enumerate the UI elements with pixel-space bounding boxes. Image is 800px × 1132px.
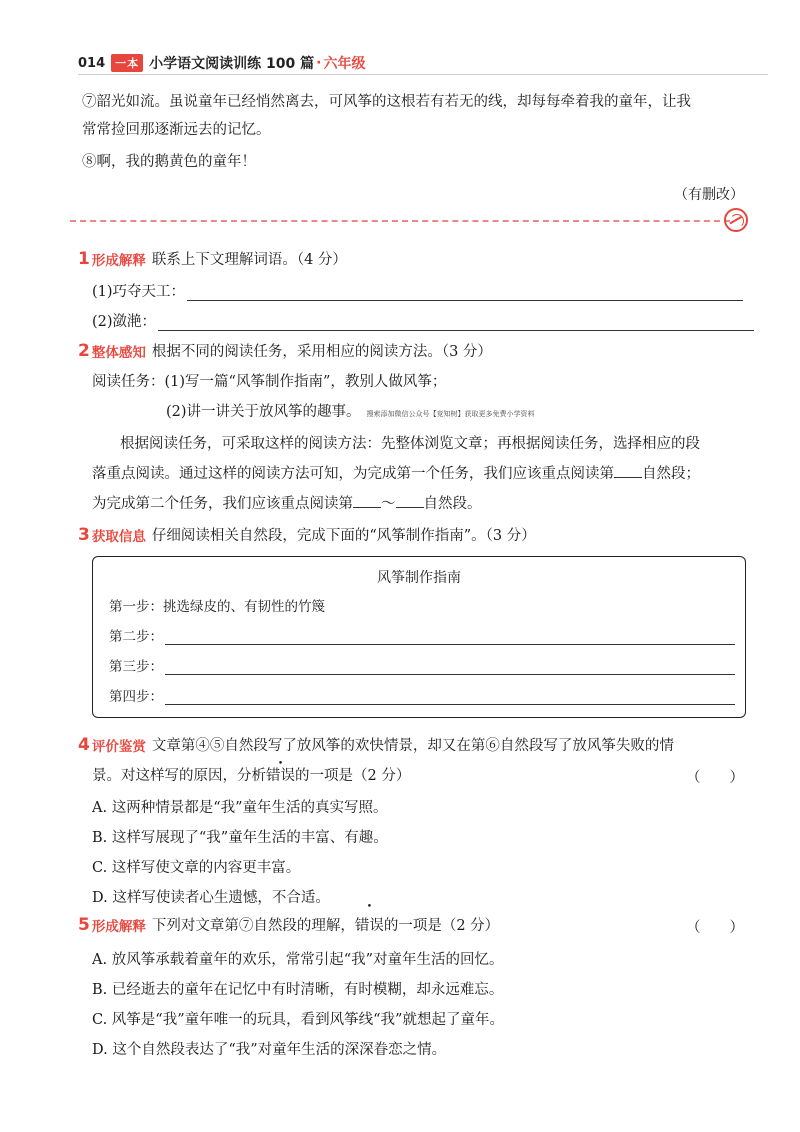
guide-step-4-label: 第四步： [109,689,163,705]
passage-p7-line2: 常常捡回那逐渐远去的记忆。 [82,122,271,138]
title-dot: · [316,55,322,71]
question-text: 根据不同的阅读任务，采用相应的阅读方法。（3 分） [151,344,492,360]
q4-option-d: D. 这样写使读者心生遗憾，不合适。 [92,890,330,906]
guide-title: 风筝制作指南 [377,570,461,586]
answer-line[interactable] [158,315,754,331]
q4-text-line-2 [92,766,772,786]
q5-option-c: C. 风筝是“我”童年唯一的玩具，看到风筝线“我”就想起了童年。 [92,1012,504,1028]
q4-option-c: C. 这样写使文章的内容更丰富。 [92,860,301,876]
q1-item-1-label: (1)巧夺天工： [92,284,186,300]
yarn-ball-icon [724,208,748,232]
q2-task-2 [166,402,800,424]
answer-blank[interactable] [614,464,642,478]
section-divider [70,220,730,222]
question-text: 文章第④⑤自然段写了放风筝的欢快情景，却又在第⑥自然段写了放风筝失败的情 [151,738,674,754]
answer-parentheses[interactable]: （ ） [686,770,744,786]
passage-p8: ⑧啊，我的鹅黄色的童年！ [82,154,256,170]
question-4-header [78,734,674,755]
page-number: 014 [78,55,106,71]
q5-text-c: 的一项是（2 分） [383,918,500,934]
question-tag: 获取信息 [91,528,146,545]
guide-step-2-label: 第二步： [109,629,163,645]
question-number: 3 [78,524,90,545]
q2-line-3a: 为完成第二个任务，我们应该重点阅读第 [92,496,353,512]
question-tag: 形成解释 [91,252,146,269]
question-number: 1 [78,248,90,269]
grade-label: 六年级 [323,56,366,72]
q5-option-b: B. 已经逝去的童年在记忆中有时清晰，有时模糊，却永远难忘。 [92,982,504,998]
q1-item-2-label: (2)潋滟： [92,314,157,330]
answer-blank[interactable] [353,494,381,508]
answer-parentheses[interactable]: （ ） [686,920,744,936]
guide-step-3-label: 第三步： [109,659,163,675]
question-number: 2 [78,340,90,361]
question-3-header [78,524,536,545]
header-rule [78,74,768,75]
q2-line-3b: ～ [381,496,396,512]
q5-emphasis: 错误 [354,918,384,934]
q2-line-1: 根据阅读任务，可采取这样的阅读方法：先整体浏览文章；再根据阅读任务，选择相应的段 [120,436,700,452]
q2-line-3 [92,494,772,514]
q4-text-2c: 的一项是（2 分） [295,768,411,784]
guide-step-2 [109,625,735,645]
q5-option-a: A. 放风筝承载着童年的欢乐，常常引起“我”对童年生活的回忆。 [92,952,504,968]
q2-line-2a: 落重点阅读。通过这样的阅读方法可知，为完成第一个任务，我们应该重点阅读第 [92,466,614,482]
answer-line[interactable] [165,689,735,705]
guide-step-1: 第一步：挑选绿皮的、有韧性的竹篾 [109,599,325,615]
question-5-header [78,914,499,935]
guide-step-3 [109,655,735,675]
q2-task-1: 阅读任务：(1)写一篇“风筝制作指南”，教别人做风筝； [92,374,447,390]
brand-logo: 一本 [111,54,143,72]
question-tag: 形成解释 [91,918,146,935]
guide-step-4 [109,685,735,705]
q5-option-d: D. 这个自然段表达了“我”对童年生活的深深眷恋之情。 [92,1042,447,1058]
question-text [152,914,499,935]
source-note: （有删改） [674,187,744,203]
answer-line[interactable] [187,285,743,301]
q4-text-2a: 景。对这样写的原因，分析 [92,768,266,784]
passage-p7-line1: ⑦韶光如流。虽说童年已经悄然离去，可风筝的这根若有若无的线，却每每牵着我的童年，让我 [82,94,691,110]
question-tag: 整体感知 [91,344,146,361]
question-1-header [78,248,347,269]
question-2-header [78,340,492,361]
answer-line[interactable] [165,659,735,675]
question-text: 联系上下文理解词语。（4 分） [151,252,347,268]
q2-line-2 [92,464,772,484]
answer-line[interactable] [165,629,735,645]
q4-option-a: A. 这两种情景都是“我”童年生活的真实写照。 [92,800,388,816]
question-number: 4 [78,734,90,755]
question-tag: 评价鉴赏 [91,738,146,755]
question-number: 5 [78,914,90,935]
q1-item-2 [92,310,754,331]
answer-blank[interactable] [396,494,424,508]
q2-line-3c: 自然段。 [423,496,482,512]
q2-line-2b: 自然段； [642,466,700,482]
book-title: 小学语文阅读训练 100 篇 [149,56,315,72]
q5-text-a: 下列对文章第⑦自然段的理解， [151,918,355,934]
q2-task-2-text: (2)讲一讲关于放风筝的趣事。 [166,404,361,420]
watermark-note: 搜索添加微信公众号【竞知树】获取更多免费小学资料 [366,410,535,418]
q4-emphasis: 错误 [266,768,295,784]
q1-item-1 [92,280,743,301]
question-text: 仔细阅读相关自然段，完成下面的“风筝制作指南”。（3 分） [151,528,536,544]
kite-guide-box [92,556,746,718]
q4-option-b: B. 这样写展现了“我”童年生活的丰富、有趣。 [92,830,388,846]
page-header [78,50,768,76]
